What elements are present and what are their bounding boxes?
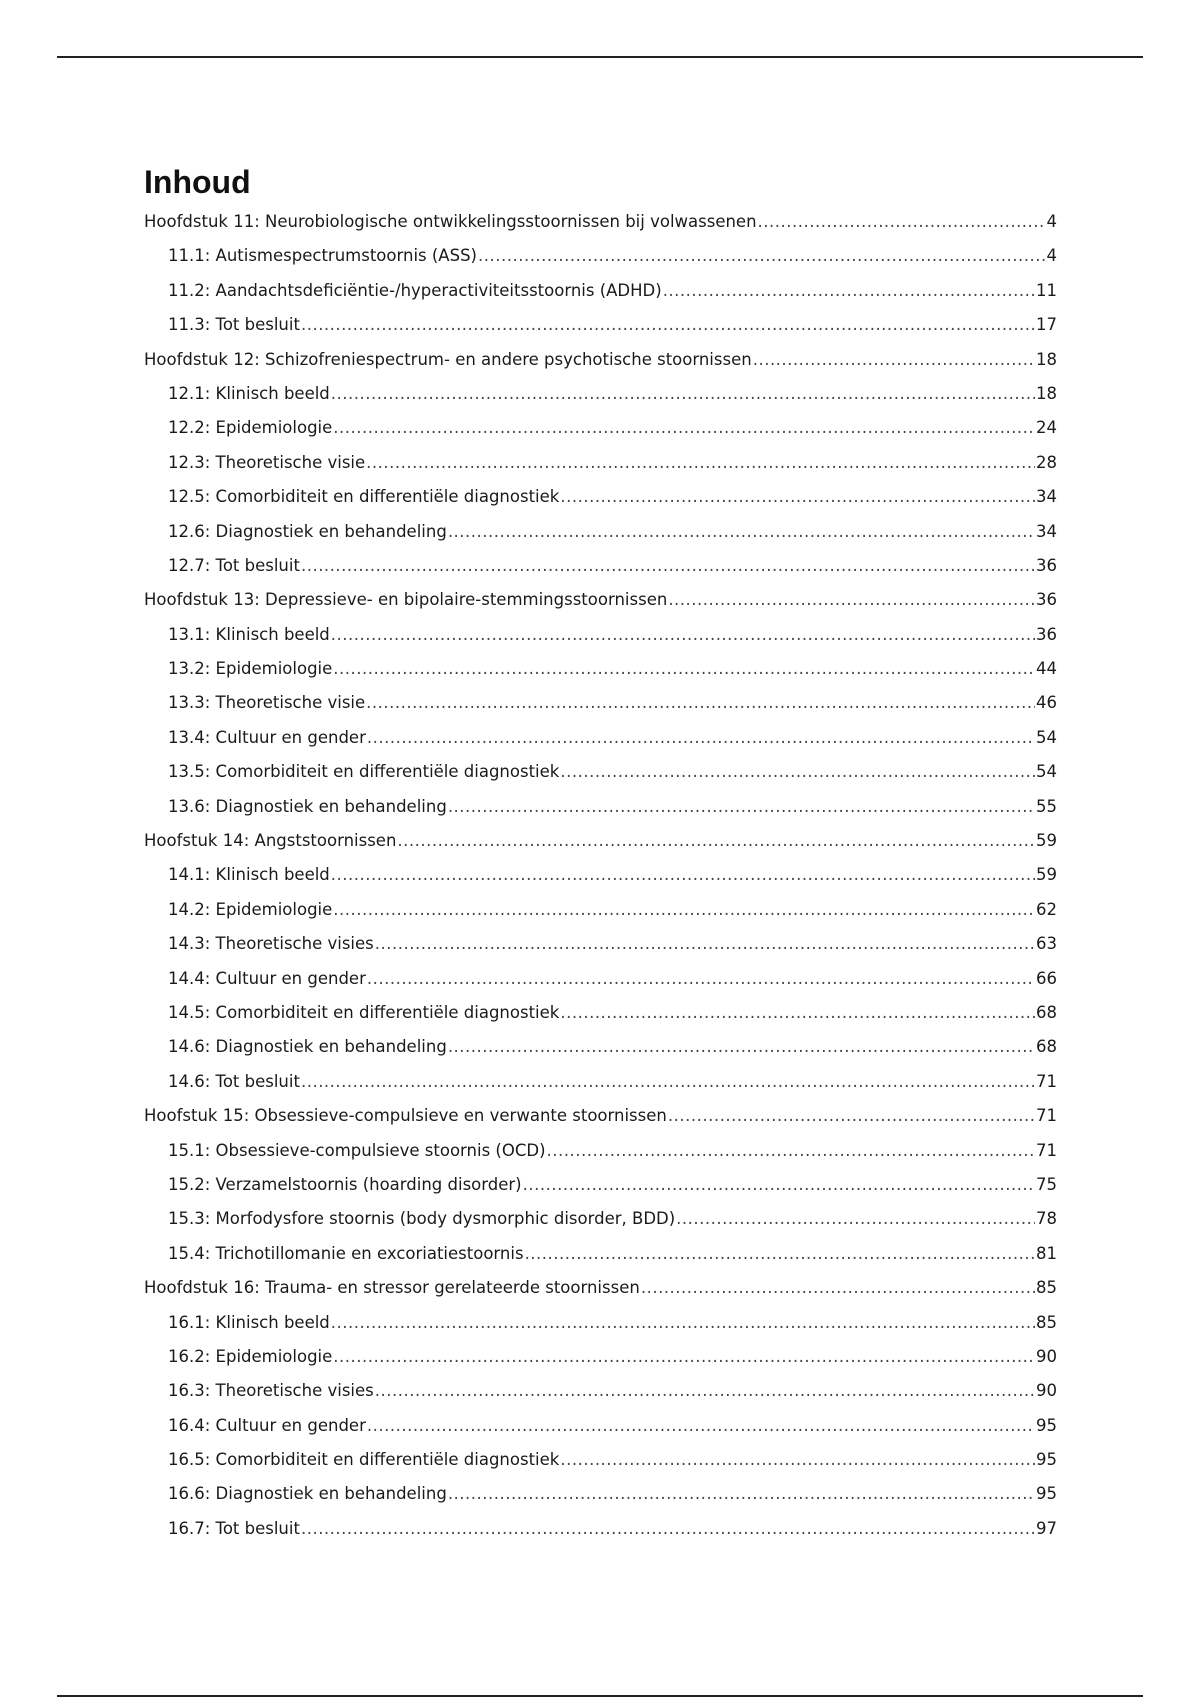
toc-section-entry[interactable] [144,1175,1057,1209]
toc-entry-page-number: 68 [1036,1037,1057,1057]
toc-entry-page-number: 71 [1036,1140,1057,1160]
toc-entry-page-number: 55 [1036,796,1057,816]
toc-section-entry[interactable] [144,1037,1057,1071]
toc-section-entry[interactable] [144,418,1057,452]
toc-section-entry[interactable] [144,1072,1057,1106]
toc-section-entry[interactable] [144,1450,1057,1484]
toc-entry-page-number: 85 [1036,1278,1057,1298]
toc-dot-leader [641,1278,1035,1298]
toc-dot-leader [375,934,1035,954]
toc-section-entry[interactable] [144,969,1057,1003]
toc-entry-label[interactable]: 11.3: Tot besluit [168,315,300,335]
toc-dot-leader [331,384,1035,404]
toc-dot-leader [560,487,1035,507]
toc-dot-leader [523,1175,1035,1195]
toc-entry-label[interactable]: 12.2: Epidemiologie [168,418,333,438]
toc-dot-leader [547,1141,1035,1161]
toc-section-entry[interactable] [144,934,1057,968]
toc-entry-label[interactable]: Hoofdstuk 11: Neurobiologische ontwikkelingsstoornissen bij volwassenen [144,212,757,231]
toc-entry-label[interactable]: Hoofstuk 15: Obsessieve-compulsieve en verwante stoornissen [144,1106,667,1126]
toc-section-entry[interactable] [144,900,1057,934]
toc-entry-label[interactable]: 16.7: Tot besluit [168,1518,300,1538]
toc-entry-page-number: 71 [1036,1106,1057,1126]
toc-entry-label[interactable]: 12.5: Comorbiditeit en differentiële diagnostiek [168,487,560,507]
toc-dot-leader [560,1003,1035,1023]
toc-section-entry[interactable] [144,487,1057,521]
toc-dot-leader [333,659,1035,679]
toc-dot-leader [668,590,1035,610]
toc-entry-label[interactable]: Hoofstuk 14: Angststoornissen [144,831,397,851]
toc-dot-leader [367,1416,1035,1436]
toc-dot-leader [525,1244,1035,1264]
toc-entry-page-number: 95 [1036,1450,1057,1470]
toc-entry-page-number: 36 [1036,555,1057,575]
toc-entry-label[interactable]: 14.1: Klinisch beeld [168,865,330,885]
toc-dot-leader [301,1519,1035,1539]
toc-dot-leader [367,728,1035,748]
toc-entry-page-number: 66 [1036,968,1057,988]
toc-entry-page-number: 18 [1036,383,1057,403]
toc-dot-leader [448,1484,1035,1504]
toc-entry-label[interactable]: 13.6: Diagnostiek en behandeling [168,796,447,816]
header-rule [57,56,1143,58]
toc-section-entry[interactable] [144,453,1057,487]
toc-entry-page-number: 81 [1036,1243,1057,1263]
toc-title: Inhoud [144,164,251,200]
toc-entry-page-number: 44 [1036,659,1057,679]
toc-dot-leader [366,453,1035,473]
table-of-contents [144,163,1057,1553]
toc-entry-page-number: 54 [1036,762,1057,782]
toc-entry-page-number: 95 [1036,1484,1057,1504]
toc-section-entry[interactable] [144,797,1057,831]
toc-dot-leader [448,797,1035,817]
toc-entry-label[interactable]: 14.6: Tot besluit [168,1071,300,1091]
toc-entry-page-number: 85 [1036,1312,1057,1332]
toc-chapter-entry[interactable] [144,1106,1057,1140]
toc-entry-label[interactable]: 16.5: Comorbiditeit en differentiële diagnostiek [168,1450,560,1470]
toc-entry-label[interactable]: 16.1: Klinisch beeld [168,1312,330,1332]
toc-entry-label[interactable]: 16.3: Theoretische visies [168,1381,374,1401]
toc-entry-page-number: 24 [1036,418,1057,438]
toc-section-entry[interactable] [144,384,1057,418]
toc-dot-leader [333,418,1035,438]
toc-section-entry[interactable] [144,246,1057,280]
toc-dot-leader [333,1347,1035,1367]
toc-entry-label[interactable]: 16.2: Epidemiologie [168,1346,333,1366]
toc-section-entry[interactable] [144,1381,1057,1415]
toc-entry-page-number: 17 [1036,315,1057,335]
toc-dot-leader [448,522,1035,542]
toc-entry-page-number: 4 [1046,246,1057,266]
toc-entry-page-number: 68 [1036,1002,1057,1022]
toc-entry-label[interactable]: 14.2: Epidemiologie [168,899,333,919]
toc-dot-leader [301,556,1035,576]
footer-rule [57,1695,1143,1697]
toc-dot-leader [301,1072,1035,1092]
toc-section-entry[interactable] [144,625,1057,659]
toc-section-entry[interactable] [144,1484,1057,1518]
toc-entry-label[interactable]: 14.4: Cultuur en gender [168,968,366,988]
toc-entry-page-number: 36 [1036,590,1057,610]
toc-entry-page-number: 46 [1036,693,1057,713]
toc-dot-leader [668,1106,1035,1126]
toc-section-entry[interactable] [144,659,1057,693]
toc-section-entry[interactable] [144,281,1057,315]
toc-entry-page-number: 71 [1036,1071,1057,1091]
toc-section-entry[interactable] [144,1416,1057,1450]
toc-dot-leader [366,693,1035,713]
toc-section-entry[interactable] [144,315,1057,349]
toc-entry-page-number: 59 [1036,831,1057,851]
toc-section-entry[interactable] [144,522,1057,556]
toc-section-entry[interactable] [144,1519,1057,1553]
toc-entry-label[interactable]: 11.1: Autismespectrumstoornis (ASS) [168,246,477,266]
toc-chapter-entry[interactable] [144,831,1057,865]
toc-dot-leader [758,212,1046,232]
toc-chapter-entry[interactable] [144,590,1057,624]
toc-section-entry[interactable] [144,728,1057,762]
toc-entry-label[interactable]: 16.4: Cultuur en gender [168,1415,366,1435]
toc-section-entry[interactable] [144,556,1057,590]
toc-entry-page-number: 28 [1036,452,1057,472]
toc-section-entry[interactable] [144,1209,1057,1243]
toc-dot-leader [448,1037,1035,1057]
toc-entry-label[interactable]: 12.7: Tot besluit [168,555,300,575]
toc-dot-leader [367,969,1035,989]
toc-dot-leader [560,762,1035,782]
toc-entry-page-number: 90 [1036,1381,1057,1401]
toc-chapter-entry[interactable] [144,1278,1057,1312]
toc-dot-leader [331,1313,1035,1333]
toc-entry-label[interactable]: 12.3: Theoretische visie [168,452,366,472]
toc-entry-page-number: 18 [1036,349,1057,369]
toc-chapter-entry[interactable] [144,212,1057,246]
toc-dot-leader [331,625,1035,645]
toc-entry-label[interactable]: 14.6: Diagnostiek en behandeling [168,1037,447,1057]
toc-section-entry[interactable] [144,1313,1057,1347]
toc-entry-page-number: 95 [1036,1415,1057,1435]
toc-section-entry[interactable] [144,1244,1057,1278]
toc-section-entry[interactable] [144,1003,1057,1037]
toc-section-entry[interactable] [144,865,1057,899]
toc-entry-label[interactable]: 13.5: Comorbiditeit en differentiële diagnostiek [168,762,560,782]
toc-section-entry[interactable] [144,762,1057,796]
toc-entry-label[interactable]: Hoofdstuk 16: Trauma- en stressor gerelateerde stoornissen [144,1278,640,1298]
toc-dot-leader [301,315,1035,335]
toc-entry-page-number: 54 [1036,727,1057,747]
toc-entry-page-number: 59 [1036,865,1057,885]
toc-entry-page-number: 63 [1036,934,1057,954]
toc-entry-label[interactable]: 15.1: Obsessieve-compulsieve stoornis (OCD) [168,1140,546,1160]
toc-entry-page-number: 11 [1036,280,1057,300]
toc-chapter-entry[interactable] [144,350,1057,384]
toc-dot-leader [478,246,1046,266]
toc-entry-page-number: 34 [1036,521,1057,541]
toc-entry-label[interactable]: 14.5: Comorbiditeit en differentiële diagnostiek [168,1002,560,1022]
toc-section-entry[interactable] [144,693,1057,727]
toc-entry-label[interactable]: 12.6: Diagnostiek en behandeling [168,521,447,541]
toc-dot-leader [753,350,1035,370]
toc-entry-label[interactable]: 13.4: Cultuur en gender [168,727,366,747]
toc-entry-page-number: 78 [1036,1209,1057,1229]
toc-dot-leader [397,831,1035,851]
toc-entry-label[interactable]: 16.6: Diagnostiek en behandeling [168,1484,447,1504]
toc-entry-label[interactable]: Hoofdstuk 12: Schizofreniespectrum- en andere psychotische stoornissen [144,349,752,369]
toc-dot-leader [333,900,1035,920]
toc-dot-leader [375,1381,1035,1401]
toc-entry-page-number: 75 [1036,1174,1057,1194]
toc-entry-label[interactable]: 12.1: Klinisch beeld [168,383,330,403]
toc-entry-label[interactable]: Hoofdstuk 13: Depressieve- en bipolaire-stemmingsstoornissen [144,590,668,610]
toc-entry-label[interactable]: 15.4: Trichotillomanie en excoriatiestoornis [168,1243,524,1263]
toc-entry-page-number: 97 [1036,1518,1057,1538]
toc-entry-label[interactable]: 15.2: Verzamelstoornis (hoarding disorder) [168,1174,522,1194]
toc-dot-leader [560,1450,1035,1470]
toc-entry-label[interactable]: 15.3: Morfodysfore stoornis (body dysmorphic disorder, BDD) [168,1209,676,1229]
toc-entry-label[interactable]: 13.1: Klinisch beeld [168,624,330,644]
toc-entry-page-number: 62 [1036,899,1057,919]
toc-dot-leader [331,865,1035,885]
toc-entry-page-number: 4 [1046,212,1057,231]
toc-entry-label[interactable]: 14.3: Theoretische visies [168,934,374,954]
toc-dot-leader [663,281,1035,301]
toc-entry-page-number: 90 [1036,1346,1057,1366]
toc-list [144,212,1057,1553]
toc-entry-label[interactable]: 11.2: Aandachtsdeficiëntie-/hyperactiviteitsstoornis (ADHD) [168,280,662,300]
toc-dot-leader [676,1209,1035,1229]
toc-entry-label[interactable]: 13.2: Epidemiologie [168,659,333,679]
toc-entry-page-number: 34 [1036,487,1057,507]
toc-section-entry[interactable] [144,1141,1057,1175]
toc-entry-label[interactable]: 13.3: Theoretische visie [168,693,366,713]
toc-entry-page-number: 36 [1036,624,1057,644]
toc-section-entry[interactable] [144,1347,1057,1381]
